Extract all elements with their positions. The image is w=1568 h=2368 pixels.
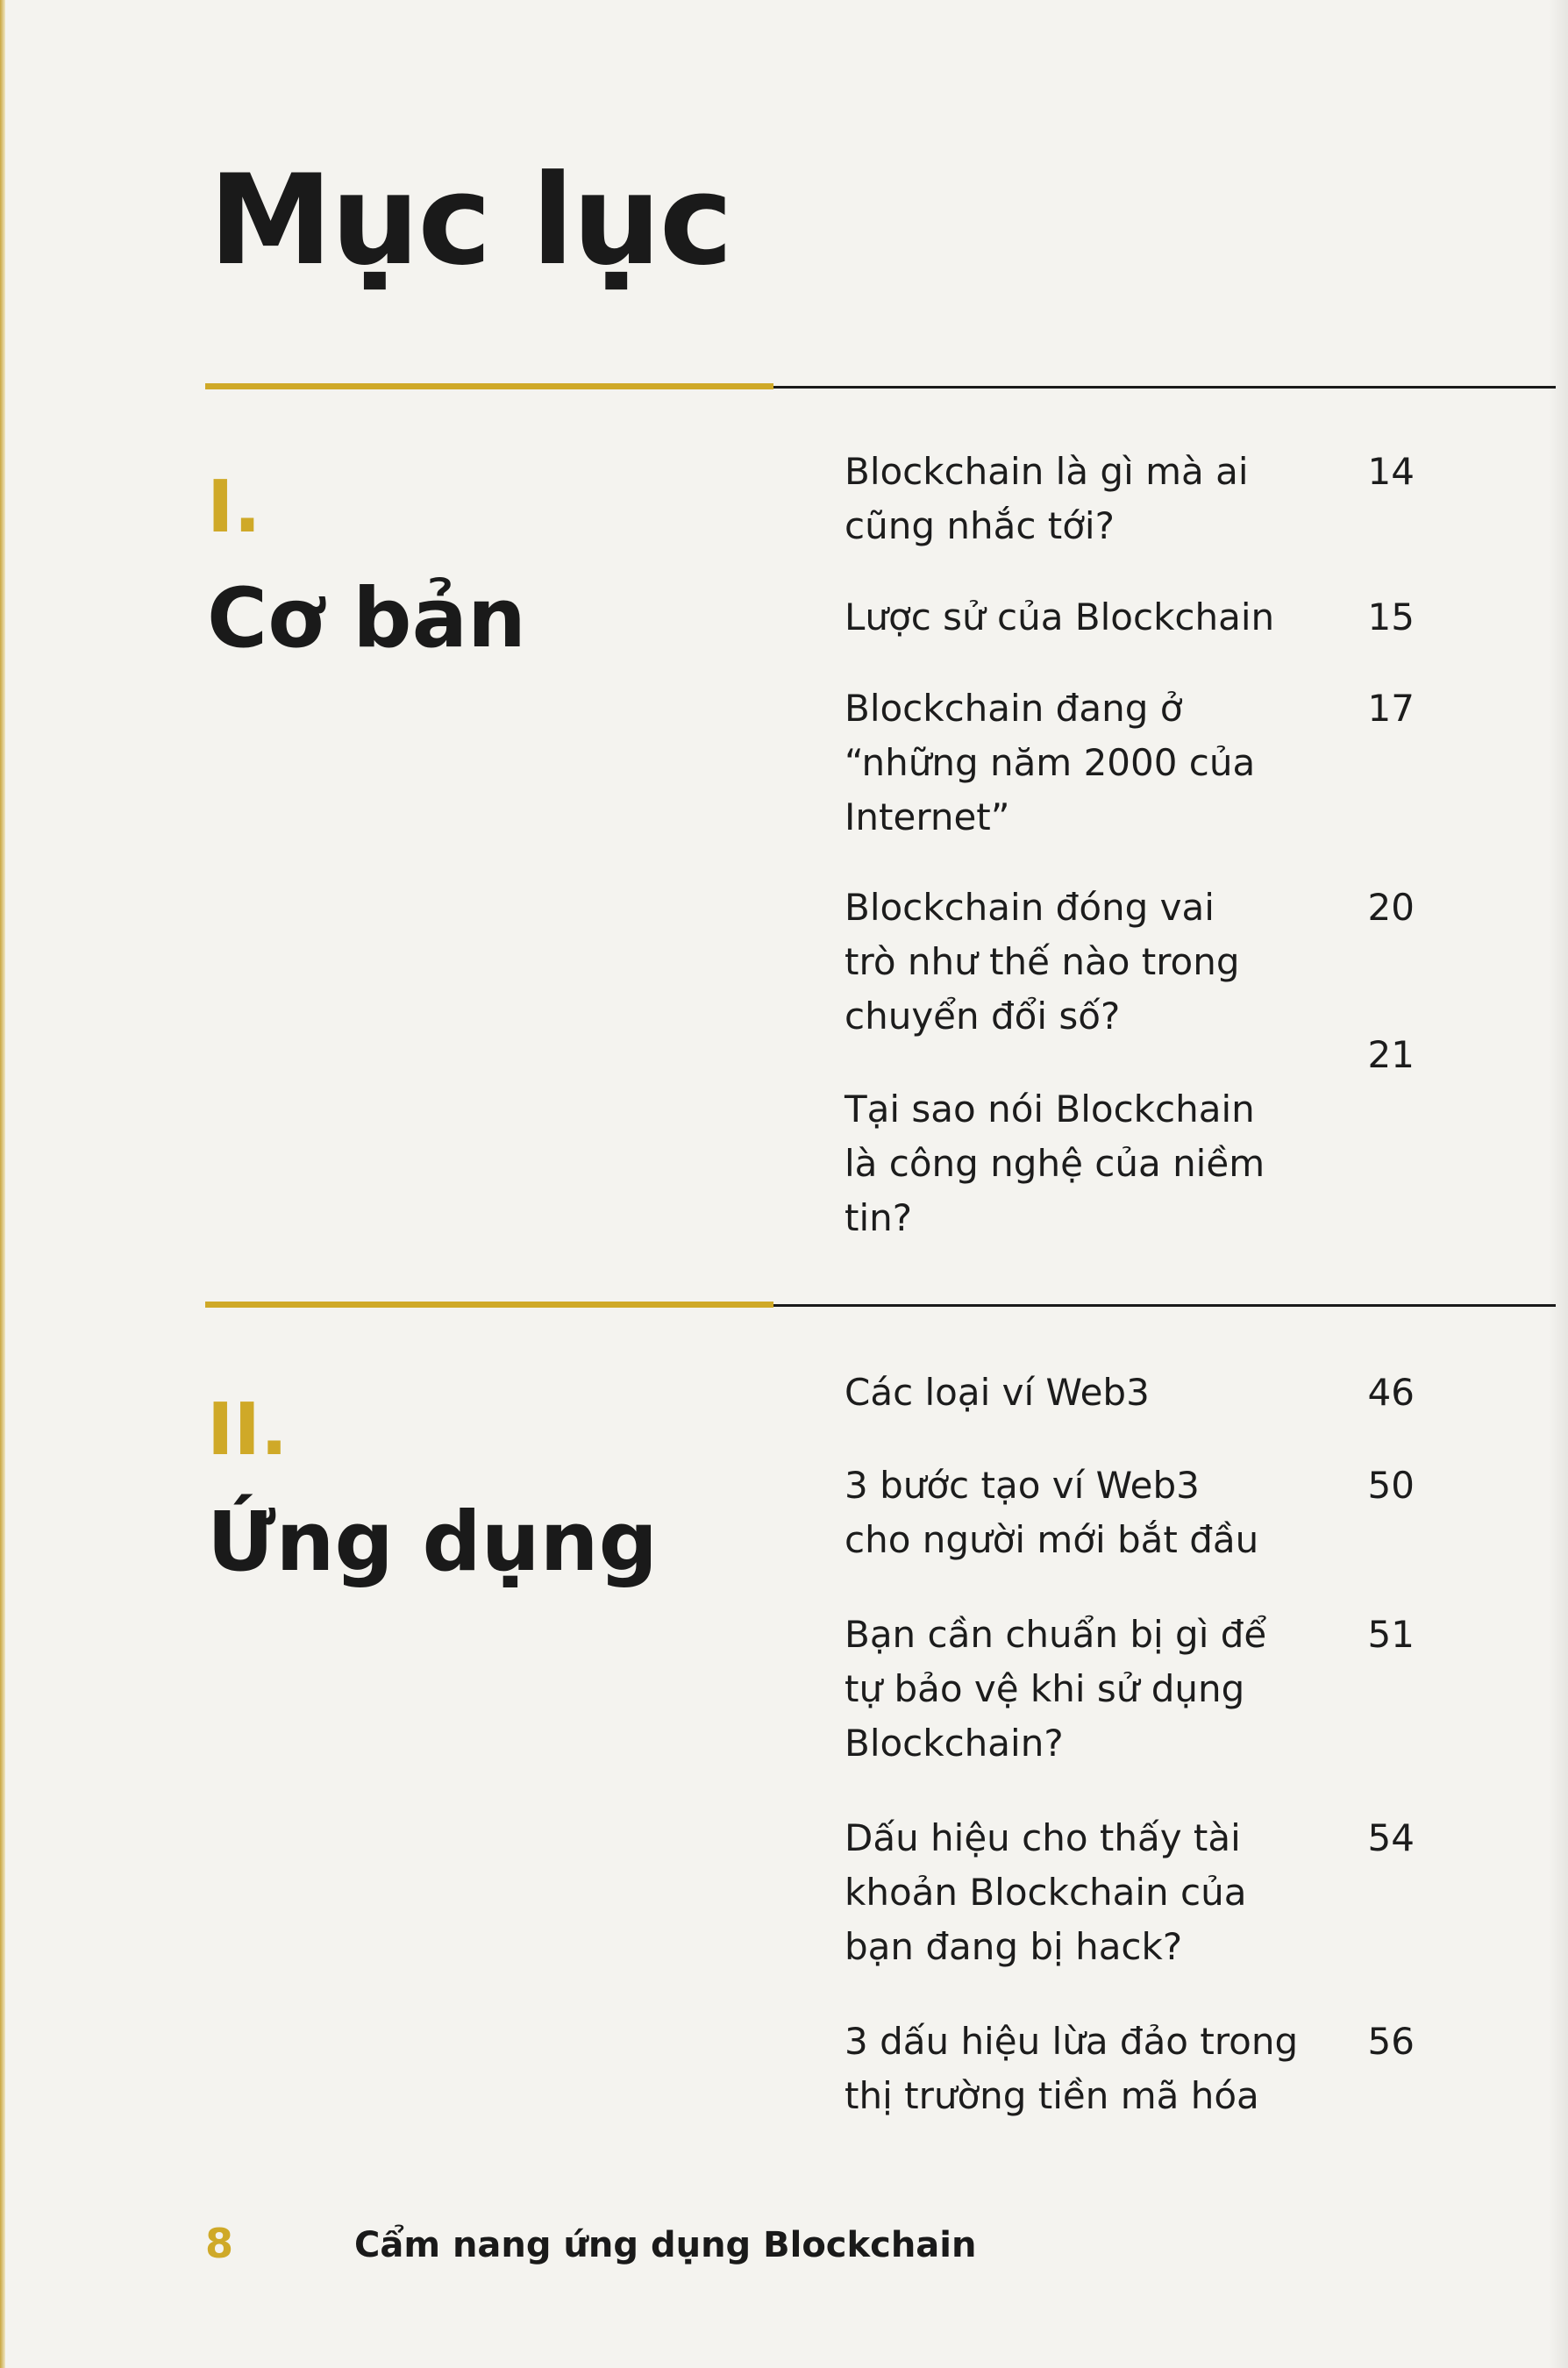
toc-entry-line: tự bảo vệ khi sử dụng (845, 1667, 1245, 1710)
footer-page-number: 8 (205, 2220, 234, 2267)
toc-entry-line: là công nghệ của niềm (845, 1142, 1265, 1185)
toc-entry-title (845, 1608, 1336, 1771)
toc-entry-page: 15 (1367, 596, 1415, 638)
toc-entry-page: 21 (1367, 1033, 1415, 1076)
toc-entry-line: Tại sao nói Blockchain (845, 1088, 1255, 1131)
section-name-1: Cơ bản (207, 571, 526, 667)
page-edge-left (0, 0, 5, 2368)
toc-entry-line: khoản Blockchain của (845, 1871, 1247, 1914)
toc-entry-line: Blockchain đóng vai (845, 886, 1215, 929)
section-name-2: Ứng dụng (207, 1494, 658, 1590)
toc-entry-line: trò như thế nào trong (845, 940, 1240, 983)
section-divider-2 (205, 1296, 1556, 1312)
toc-entry-title (845, 1082, 1336, 1245)
footer-book-title: Cẩm nang ứng dụng Blockchain (354, 2225, 977, 2265)
divider-black-segment (773, 1304, 1556, 1307)
toc-entry-title (845, 881, 1336, 1044)
toc-entry-line: Blockchain là gì mà ai (845, 450, 1249, 493)
divider-black-segment (773, 386, 1556, 389)
toc-entry-line: “những năm 2000 của (845, 741, 1256, 784)
toc-entry-line: Bạn cần chuẩn bị gì để (845, 1613, 1267, 1656)
toc-entry-page: 51 (1367, 1613, 1415, 1656)
toc-entry-line: 3 dấu hiệu lừa đảo trong (845, 2020, 1299, 2063)
toc-entry-title (845, 445, 1336, 553)
toc-entry-title (845, 1459, 1336, 1567)
toc-entry-line: Dấu hiệu cho thấy tài (845, 1816, 1241, 1859)
toc-entry-line: 3 bước tạo ví Web3 (845, 1464, 1200, 1507)
toc-entry-line: cho người mới bắt đầu (845, 1518, 1259, 1561)
toc-entry-page: 50 (1367, 1464, 1415, 1507)
toc-entry-line: Blockchain? (845, 1722, 1064, 1765)
toc-entry-line: chuyển đổi số? (845, 995, 1121, 1038)
page-title: Mục lục (209, 148, 731, 293)
divider-gold-segment (205, 1302, 773, 1308)
section-divider-1 (205, 378, 1556, 394)
toc-entry-line: cũng nhắc tới? (845, 504, 1115, 547)
page-edge-right (1549, 0, 1568, 2368)
section-numeral-2: II. (207, 1388, 289, 1472)
toc-entry-line: Internet” (845, 795, 1010, 838)
toc-entry-title (845, 1811, 1336, 1974)
toc-entry-line: thị trường tiền mã hóa (845, 2074, 1259, 2117)
toc-entry-line: Lược sử của Blockchain (845, 596, 1275, 638)
toc-entry-title (845, 681, 1336, 845)
toc-entry-line: Blockchain đang ở (845, 687, 1183, 730)
toc-entry-page: 54 (1367, 1816, 1415, 1859)
toc-entry-line: tin? (845, 1196, 913, 1239)
divider-gold-segment (205, 383, 773, 389)
section-numeral-1: I. (207, 466, 261, 549)
toc-entry-title (845, 590, 1336, 645)
toc-entry-page: 56 (1367, 2020, 1415, 2063)
toc-entry-page: 20 (1367, 886, 1415, 929)
toc-entry-title (845, 2015, 1336, 2123)
toc-entry-line: Các loại ví Web3 (845, 1371, 1150, 1414)
toc-entry-title (845, 1366, 1336, 1420)
toc-entry-page: 14 (1367, 450, 1415, 493)
toc-entry-line: bạn đang bị hack? (845, 1925, 1183, 1968)
toc-entry-page: 17 (1367, 687, 1415, 730)
toc-entry-page: 46 (1367, 1371, 1415, 1414)
